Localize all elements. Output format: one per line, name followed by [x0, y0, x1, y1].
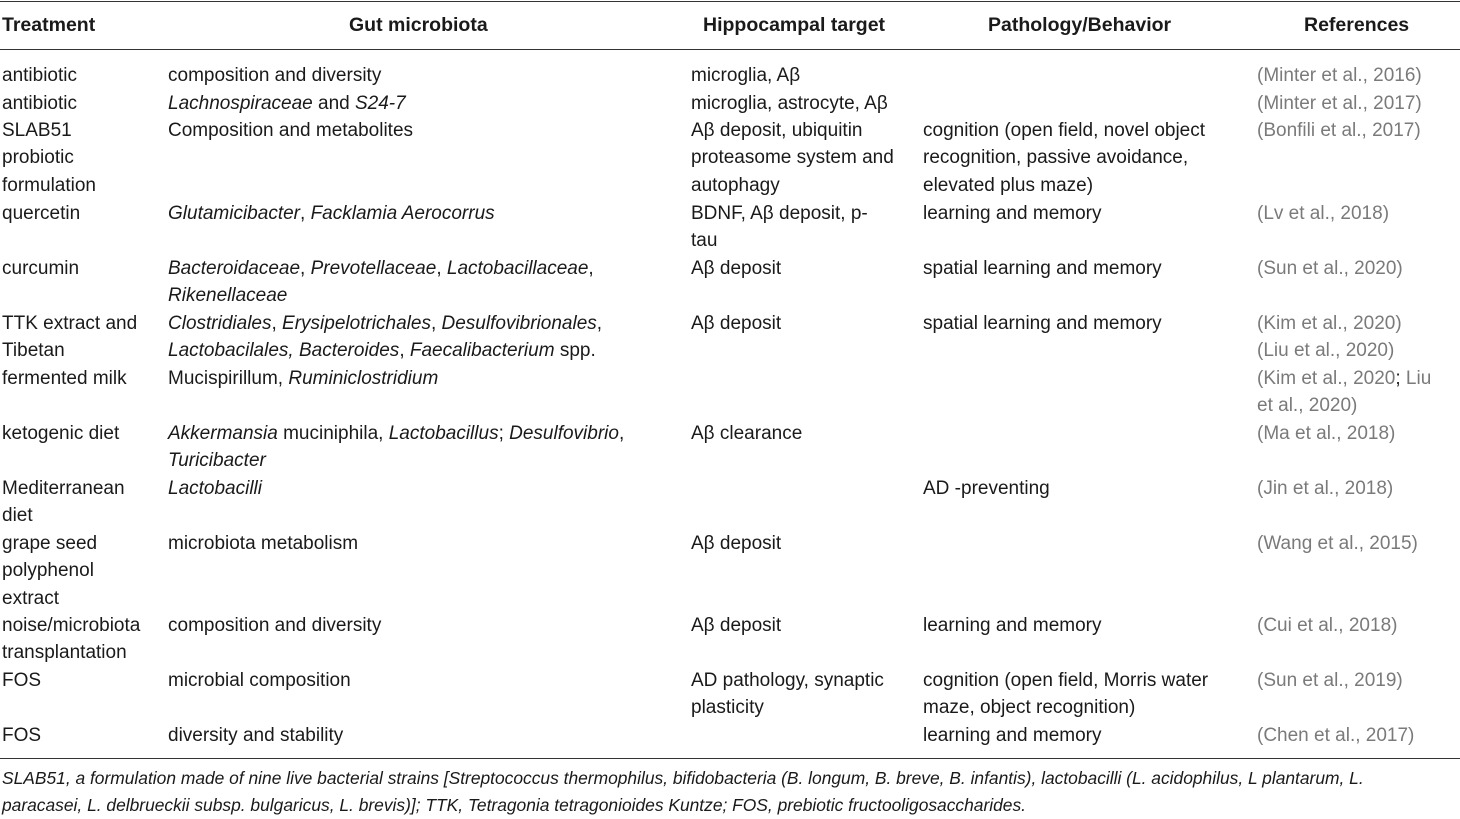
hippocampal-target-cell: Aβ deposit — [691, 615, 782, 636]
pathology-behavior-cell: elevated plus maze) — [923, 174, 1094, 196]
cell-text: Mucispirillum, — [168, 367, 289, 389]
footnote-line: paracasei, L. delbrueckii subsp. bulgaricus, L. brevis)]; TTK, Tetragonia tetragonioides Kuntze; FOS, prebiotic fructooligosaccharides. — [2, 795, 1026, 815]
cell-text: Lactobacilales, Bacteroides — [168, 340, 400, 362]
gut-microbiota-cell — [168, 530, 358, 557]
treatment-cell: antibiotic — [2, 65, 77, 86]
gut-microbiota-cell — [168, 62, 381, 89]
citation-link[interactable]: (Cui et al., 2018) — [1257, 615, 1398, 636]
gut-microbiota-cell — [168, 667, 351, 694]
gut-microbiota-cell — [168, 722, 343, 749]
cell-text: Glutamicibacter — [168, 203, 300, 224]
hippocampal-target-cell: microglia, astrocyte, Aβ — [691, 93, 888, 114]
pathology-behavior-cell: spatial learning and memory — [923, 313, 1162, 334]
cell-text: , — [271, 313, 283, 334]
citation-link[interactable]: (Sun et al., 2019) — [1257, 670, 1403, 691]
treatment-cell: formulation — [2, 174, 96, 196]
cell-text: and — [312, 93, 355, 114]
hippocampal-target-cell: proteasome system and — [691, 147, 894, 169]
gut-microbiota-cell — [168, 447, 266, 474]
header-pathology-behavior: Pathology/Behavior — [988, 14, 1172, 36]
hippocampal-target-cell: tau — [691, 230, 718, 252]
reference-cell[interactable] — [1257, 200, 1389, 227]
hippocampal-target-cell: autophagy — [691, 174, 780, 196]
pathology-behavior-cell: cognition (open field, novel object — [923, 120, 1206, 141]
table-bottom-rule — [0, 758, 1460, 759]
citation-link[interactable]: (Minter et al., 2016) — [1257, 65, 1422, 86]
cell-text: , — [399, 340, 410, 362]
header-references: References — [1304, 14, 1410, 36]
treatment-cell: antibiotic — [2, 93, 77, 114]
treatment-cell: FOS — [2, 670, 42, 691]
treatment-cell: polyphenol — [2, 560, 94, 582]
pathology-behavior-cell: recognition, passive avoidance, — [923, 147, 1189, 169]
reference-cell[interactable] — [1257, 337, 1394, 364]
cell-text: Prevotellaceae — [310, 258, 437, 279]
treatment-cell: Tibetan — [2, 340, 65, 362]
pathology-behavior-cell: learning and memory — [923, 203, 1102, 224]
hippocampal-target-cell: microglia, Aβ — [691, 65, 801, 86]
cell-text: , — [618, 423, 625, 444]
footnote-line: SLAB51, a formulation made of nine live bacterial strains [Streptococcus thermophilus, bifidobacteria (B. longum, B. breve, B. infantis), lactobacilli (L. acidophilus, L plantarum, L. — [2, 768, 1364, 788]
cell-text: spp. — [554, 340, 596, 362]
treatment-cell: fermented milk — [2, 367, 127, 389]
cell-text: composition and diversity — [168, 65, 382, 86]
reference-cell[interactable] — [1257, 117, 1421, 144]
cell-text: Facklamia Aerocorrus — [310, 203, 495, 224]
gut-microbiota-cell — [168, 200, 495, 227]
treatment-cell: SLAB51 — [2, 120, 72, 141]
gut-microbiota-cell — [168, 310, 602, 337]
treatment-cell: probiotic — [2, 147, 74, 169]
citation-link[interactable]: et al., 2020) — [1257, 395, 1358, 417]
citation-link[interactable]: Liu — [1405, 367, 1432, 389]
header-gut-microbiota: Gut microbiota — [349, 14, 488, 36]
treatment-cell: transplantation — [2, 642, 127, 664]
cell-text: , — [430, 313, 442, 334]
citation-link[interactable]: (Minter et al., 2017) — [1257, 93, 1422, 114]
cell-text: Erysipelotrichales — [282, 313, 431, 334]
cell-text: , — [596, 313, 603, 334]
cell-text: Lactobacillaceae — [446, 258, 589, 279]
pathology-behavior-cell: learning and memory — [923, 725, 1102, 746]
gut-microbiota-cell — [168, 282, 287, 309]
cell-text: , — [300, 258, 311, 279]
gut-microbiota-cell — [168, 365, 438, 392]
reference-cell[interactable] — [1257, 90, 1422, 117]
gut-microbiota-cell — [168, 255, 594, 282]
reference-cell[interactable] — [1257, 310, 1402, 337]
cell-text: , — [436, 258, 447, 279]
citation-link[interactable]: (Ma et al., 2018) — [1257, 423, 1396, 444]
cell-text: Desulfovibrionales — [441, 313, 597, 334]
reference-cell[interactable] — [1257, 475, 1393, 502]
treatment-cell: FOS — [2, 725, 42, 746]
cell-text: muciniphila, — [277, 423, 389, 444]
gut-microbiota-cell — [168, 475, 262, 502]
treatment-cell: extract — [2, 587, 60, 609]
cell-text: Ruminiclostridium — [288, 367, 439, 389]
hippocampal-target-cell: Aβ deposit, ubiquitin — [691, 120, 863, 141]
reference-cell[interactable] — [1257, 530, 1418, 557]
cell-text: , — [300, 203, 311, 224]
reference-cell[interactable] — [1257, 62, 1422, 89]
table-top-rule — [0, 1, 1460, 2]
gut-microbiota-cell — [168, 420, 624, 447]
header-treatment: Treatment — [2, 14, 96, 36]
reference-cell[interactable] — [1257, 365, 1431, 392]
table-footnote — [2, 765, 1458, 819]
cell-text: S24-7 — [354, 93, 406, 114]
cell-text: Turicibacter — [168, 450, 266, 472]
cell-text: Akkermansia — [168, 423, 278, 444]
citation-link[interactable]: (Kim et al., 2020 — [1257, 367, 1396, 389]
cell-text: ; — [1395, 367, 1406, 389]
cell-text: Lachnospiraceae — [168, 93, 313, 114]
treatment-cell: Mediterranean — [2, 478, 125, 499]
treatment-cell: ketogenic diet — [2, 423, 120, 444]
hippocampal-target-cell: AD pathology, synaptic — [691, 670, 884, 691]
treatment-cell: TTK extract and — [2, 313, 138, 334]
pathology-behavior-cell: AD -preventing — [923, 478, 1050, 499]
reference-cell[interactable] — [1257, 722, 1414, 749]
hippocampal-target-cell: Aβ deposit — [691, 533, 782, 554]
cell-text: Desulfovibrio — [509, 423, 619, 444]
treatment-cell: grape seed — [2, 533, 98, 554]
gut-microbiota-cell — [168, 612, 381, 639]
reference-cell[interactable] — [1257, 667, 1403, 694]
cell-text: composition and diversity — [168, 615, 382, 636]
pathology-behavior-cell: maze, object recognition) — [923, 697, 1136, 719]
citation-link[interactable]: (Jin et al., 2018) — [1257, 478, 1394, 499]
reference-cell[interactable] — [1257, 255, 1403, 282]
pathology-behavior-cell: learning and memory — [923, 615, 1102, 636]
cell-text: Faecalibacterium — [409, 340, 555, 362]
hippocampal-target-cell: BDNF, Aβ deposit, p- — [691, 203, 868, 224]
cell-text: Rikenellaceae — [168, 285, 288, 307]
citation-link[interactable]: (Liu et al., 2020) — [1257, 340, 1395, 362]
header-rule — [0, 49, 1460, 50]
treatment-cell: curcumin — [2, 258, 80, 279]
citation-link[interactable]: (Chen et al., 2017) — [1257, 725, 1415, 746]
hippocampal-target-cell: plasticity — [691, 697, 764, 719]
pathology-behavior-cell: cognition (open field, Morris water — [923, 670, 1209, 691]
hippocampal-target-cell: Aβ deposit — [691, 313, 782, 334]
hippocampal-target-cell: Aβ deposit — [691, 258, 782, 279]
cell-text: Lactobacilli — [168, 478, 262, 499]
cell-text: Composition and metabolites — [168, 120, 414, 141]
citation-link[interactable]: (Kim et al., 2020) — [1257, 313, 1402, 334]
gut-microbiota-cell — [168, 117, 413, 144]
cell-text: ; — [498, 423, 510, 444]
cell-text: diversity and stability — [168, 725, 344, 746]
cell-text: Clostridiales — [168, 313, 272, 334]
reference-cell[interactable] — [1257, 612, 1397, 639]
treatment-cell: quercetin — [2, 203, 81, 224]
citation-link[interactable]: (Bonfili et al., 2017) — [1257, 120, 1421, 141]
citation-link[interactable]: (Sun et al., 2020) — [1257, 258, 1403, 279]
citation-link[interactable]: (Lv et al., 2018) — [1257, 203, 1390, 224]
pathology-behavior-cell: spatial learning and memory — [923, 258, 1162, 279]
citation-link[interactable]: (Wang et al., 2015) — [1257, 533, 1418, 554]
gut-microbiota-cell — [168, 90, 406, 117]
cell-text: microbial composition — [168, 670, 351, 691]
reference-cell[interactable] — [1257, 420, 1395, 447]
treatment-cell: noise/microbiota — [2, 615, 141, 636]
header-hippocampal-target: Hippocampal target — [703, 14, 886, 36]
gut-microbiota-cell — [168, 337, 596, 364]
reference-cell[interactable] — [1257, 392, 1357, 419]
treatment-cell: diet — [2, 505, 33, 527]
cell-text: Bacteroidaceae — [168, 258, 301, 279]
hippocampal-target-cell: Aβ clearance — [691, 423, 803, 444]
cell-text: Lactobacillus — [388, 423, 499, 444]
cell-text: , — [588, 258, 594, 279]
cell-text: microbiota metabolism — [168, 533, 359, 554]
